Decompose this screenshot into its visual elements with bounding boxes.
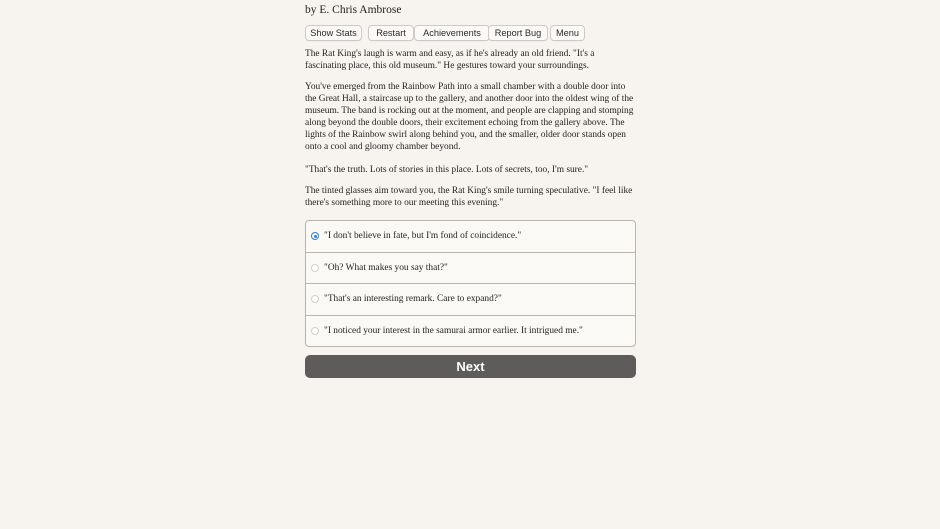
choice-option[interactable]	[306, 315, 635, 346]
report-bug-button[interactable]: Report Bug	[488, 25, 548, 41]
choice-label: "Oh? What makes you say that?"	[324, 263, 448, 273]
choice-option[interactable]	[306, 221, 635, 252]
menu-button[interactable]: Menu	[550, 25, 585, 41]
show-stats-button[interactable]: Show Stats	[305, 25, 362, 41]
radio-icon[interactable]	[311, 327, 319, 335]
choice-option[interactable]	[306, 283, 635, 314]
choice-label: "That's an interesting remark. Care to expand?"	[324, 294, 502, 304]
author-byline: by E. Chris Ambrose	[305, 4, 402, 16]
story-paragraph: The Rat King's laugh is warm and easy, as if he's already an old friend. "It's a fascinating place, this old museum." He gestures toward your surroundings.	[305, 49, 595, 71]
choice-list	[305, 220, 636, 347]
radio-icon[interactable]	[311, 264, 319, 272]
achievements-button[interactable]: Achievements	[414, 25, 490, 41]
story-paragraph: The tinted glasses aim toward you, the Rat King's smile turning speculative. "I feel like there's something more to our meeting this evening."	[305, 186, 633, 208]
radio-icon[interactable]	[311, 295, 319, 303]
restart-button[interactable]: Restart	[368, 25, 414, 41]
radio-selected-icon[interactable]	[311, 232, 319, 240]
next-button[interactable]: Next	[305, 355, 636, 378]
story-paragraph: "That's the truth. Lots of stories in this place. Lots of secrets, too, I'm sure."	[305, 165, 589, 175]
story-paragraph: You've emerged from the Rainbow Path into a small chamber with a double door into the Great Hall, a staircase up to the gallery, and another door into the oldest wing of the museum. The band is rocking out at the moment, and people are clapping and stomping along beyond the double doors, their excitement echoing from the gallery above. The lights of the Rainbow swirl along behind you, and the smaller, older door stands open onto a cool and gloomy chamber beyond.	[305, 82, 634, 152]
choice-label: "I noticed your interest in the samurai armor earlier. It intrigued me."	[324, 326, 583, 336]
choice-option[interactable]	[306, 252, 635, 283]
choice-label: "I don't believe in fate, but I'm fond of coincidence."	[324, 231, 522, 241]
